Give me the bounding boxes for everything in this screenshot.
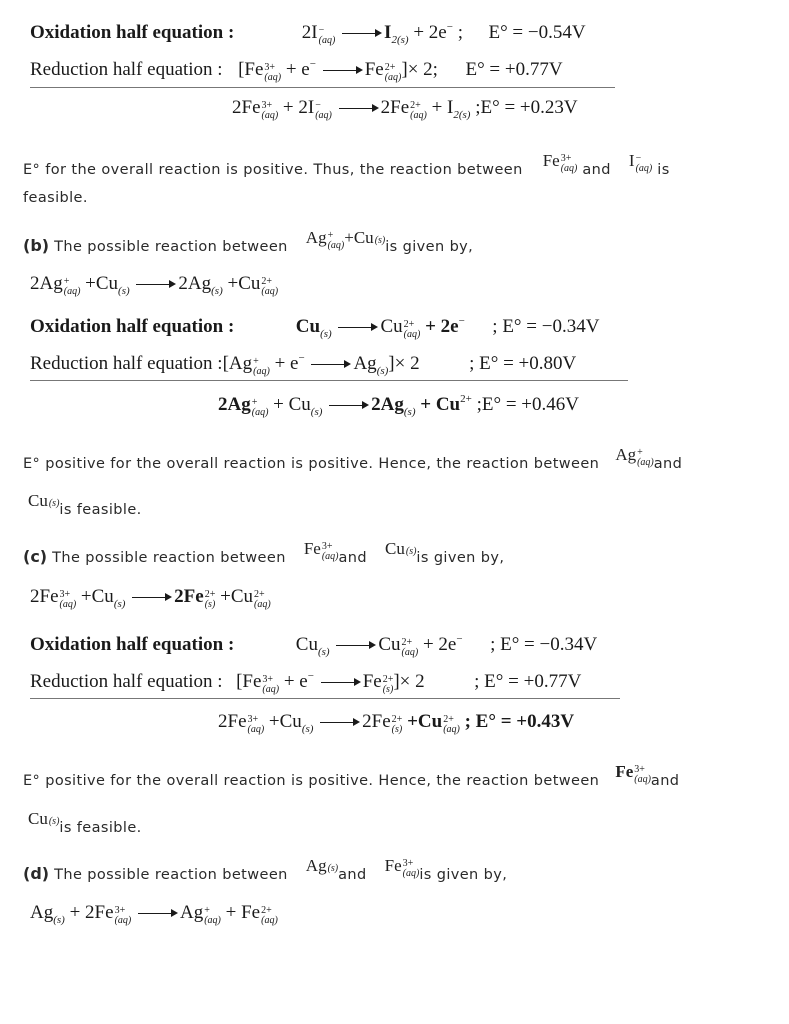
reaction-arrow-icon <box>311 359 351 369</box>
oxidation-half-equation-a: Oxidation half equation : 2I − (aq) $I_{2(s)} + 2e^-$ ; E° = −0.54V <box>30 21 586 46</box>
conclusion-a-line2: feasible. <box>23 190 88 206</box>
sum-divider <box>30 380 628 381</box>
sum-divider <box>30 87 615 88</box>
reaction-c: 2Fe 3+ (aq) $+Cu_{(s)}$ 2Fe 2+ (s) +Cu 2+ (aq) <box>30 586 271 610</box>
oxidation-half-equation-b: Oxidation half equation : $Cu_{(s)}$ Cu 2+ (aq) + 2e− ; E° = −0.34V <box>30 315 600 340</box>
reaction-d: $Ag_{(s)} + 2Fe$ 3+ (aq) Ag + (aq) + Fe 2+ (aq) <box>30 902 278 926</box>
electrode-potential: E° = −0.54V <box>488 22 586 43</box>
electrode-potential: ; E° = −0.34V <box>490 634 598 655</box>
conclusion-a: E° for the overall reaction is positive. Thus, the reaction between Fe 3+ (aq) and I − (aq) is <box>23 151 670 178</box>
reduction-half-equation-c: Reduction half equation : [Fe 3+ (aq) + e− Fe 2+ (s) ]× 2 ; E° = +0.77V <box>30 670 582 695</box>
part-c-intro: (c) The possible reaction between Fe 3+ (aq) and Cu (s) is given by, <box>23 539 505 566</box>
overall-potential: ;E° = +0.23V <box>475 97 578 118</box>
equation-label: Oxidation half equation : <box>30 22 235 43</box>
reduction-half-equation-b: Reduction half equation :[Ag + (aq) + e− $Ag_{(s)}]\times 2$ ; E° = +0.80V <box>30 352 577 377</box>
conclusion-c-line2: Cu (s) is feasible. <box>28 809 142 836</box>
equation-label: Oxidation half equation : <box>30 316 235 337</box>
electrode-potential: ; E° = +0.77V <box>474 671 582 692</box>
reaction-arrow-icon <box>339 103 379 113</box>
conclusion-b-line2: Cu (s) is feasible. <box>28 491 142 518</box>
reaction-b: 2Ag + (aq) $+Cu_{(s)}$ $2Ag_{(s)} +Cu$ 2+ (aq) <box>30 273 279 297</box>
reaction-arrow-icon <box>323 65 363 75</box>
reaction-arrow-icon <box>342 28 382 38</box>
reaction-arrow-icon <box>329 400 369 410</box>
reaction-arrow-icon <box>136 279 176 289</box>
conclusion-b: E° positive for the overall reaction is positive. Hence, the reaction between Ag + (aq) and <box>23 445 683 472</box>
part-b-intro: (b) The possible reaction between Ag + (aq) +Cu (s) is given by, <box>23 228 474 255</box>
reaction-arrow-icon <box>138 908 178 918</box>
reaction-arrow-icon <box>320 717 360 727</box>
equation-label: Oxidation half equation : <box>30 634 235 655</box>
part-label: (b) <box>23 236 50 255</box>
equation-label: Reduction half equation : <box>30 59 223 80</box>
reaction-arrow-icon <box>338 322 378 332</box>
overall-potential: ;E° = +0.46V <box>476 394 579 415</box>
electrode-potential: ; E° = +0.80V <box>469 353 577 374</box>
overall-equation-a: 2Fe 3+ (aq) + 2I − (aq) 2Fe 2+ (aq) + $I_{2(s)}$ ;E° = +0.23V <box>232 97 578 121</box>
conclusion-c: E° positive for the overall reaction is positive. Hence, the reaction between Fe 3+ (aq) and <box>23 762 680 789</box>
equation-label: Reduction half equation : <box>30 671 223 692</box>
part-label: (c) <box>23 547 48 566</box>
part-label: (d) <box>23 864 50 883</box>
sum-divider <box>30 698 620 699</box>
reaction-arrow-icon <box>321 677 361 687</box>
oxidation-half-equation-c: Oxidation half equation : $Cu_{(s)}$ Cu 2+ (aq) + 2e− ; E° = −0.34V <box>30 633 598 658</box>
equation-label: Reduction half equation : <box>30 353 223 374</box>
overall-equation-c: 2Fe 3+ (aq) $+Cu_{(s)}$ 2Fe 2+ (s) +Cu 2+ (aq) ; E° = +0.43V <box>218 711 575 735</box>
electrode-potential: E° = +0.77V <box>465 59 563 80</box>
electrode-potential: ; E° = −0.34V <box>492 316 600 337</box>
reduction-half-equation-a: Reduction half equation : [Fe 3+ (aq) + e− Fe 2+ (aq) ]× 2; E° = +0.77V <box>30 58 563 83</box>
reaction-arrow-icon <box>336 640 376 650</box>
reaction-arrow-icon <box>132 592 172 602</box>
overall-potential: ; E° = +0.43V <box>464 711 575 732</box>
part-d-intro: (d) The possible reaction between Ag (s) and Fe 3+ (aq) is given by, <box>23 856 508 883</box>
overall-equation-b: 2Ag + (aq) + $Cu_{(s)}$ $2Ag_{(s)} + Cu^{2+}$ ;E° = +0.46V <box>218 393 579 418</box>
